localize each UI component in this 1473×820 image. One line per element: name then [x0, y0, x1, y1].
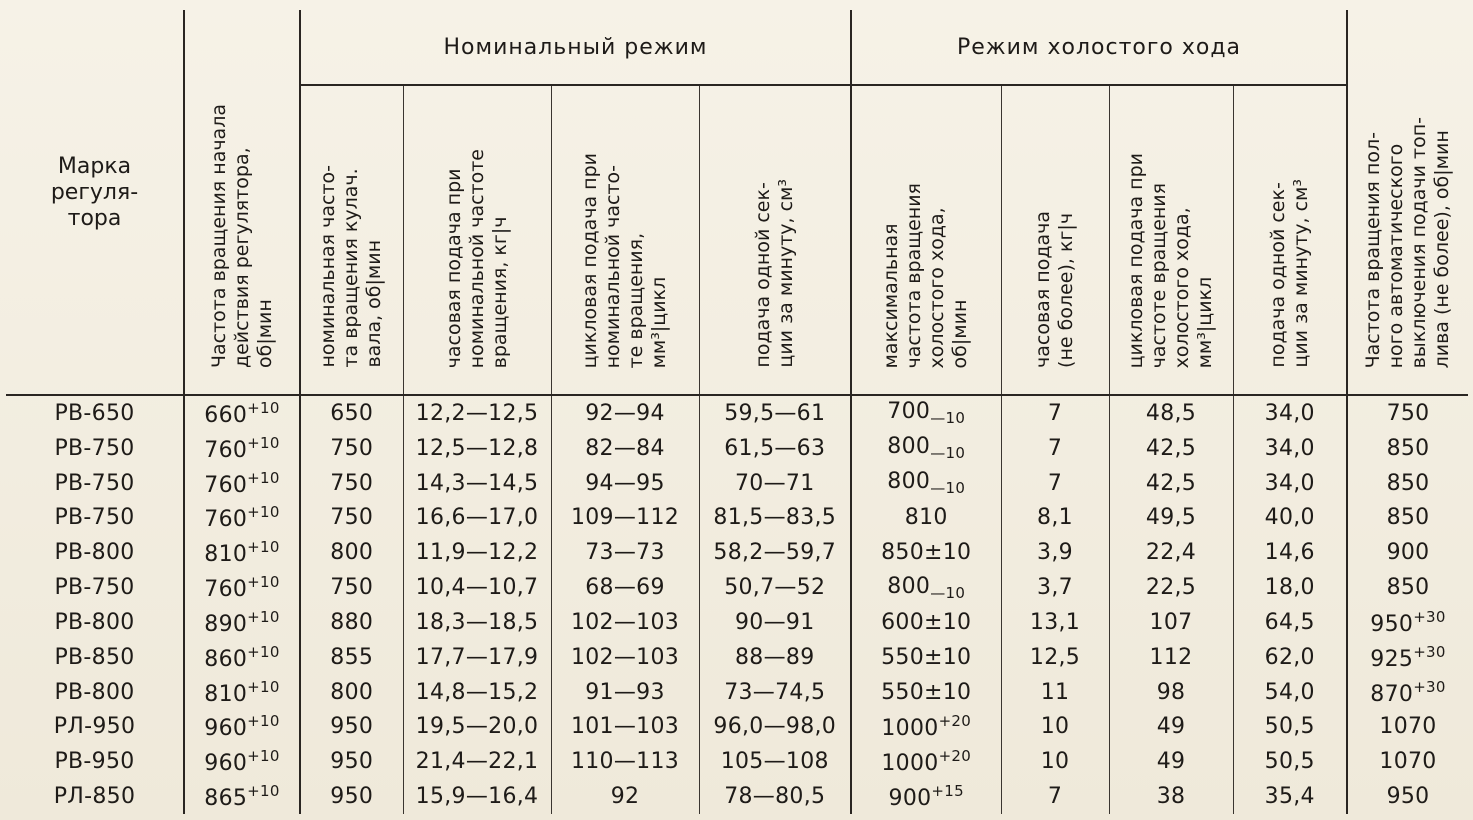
cutoff-speed-cell: 1070: [1347, 744, 1468, 779]
brand-cell: РВ-750: [54, 470, 135, 496]
brand-cell: РВ-800: [54, 609, 135, 635]
nominal-speed-cell: 750: [300, 431, 403, 466]
brand-cell: РЛ-950: [53, 714, 136, 740]
idle-hourly-cell: 7: [1001, 466, 1109, 501]
nominal-hourly-cell: 16,6—17,0: [403, 501, 551, 536]
idle-section-cell: 50,5: [1233, 710, 1347, 745]
table-row: [6, 779, 1468, 814]
table-body: [6, 395, 1468, 814]
cutoff-speed-cell: 950: [1347, 779, 1468, 814]
table-row: [6, 501, 1468, 536]
idle-max-speed-cell: $900^{+15}$: [851, 779, 1001, 814]
idle-cyclic-cell: 112: [1109, 640, 1233, 675]
cutoff-speed-cell: 850: [1347, 431, 1468, 466]
nominal-section-cell: 90—91: [699, 605, 851, 640]
idle-mode-header: Режим холостого хода: [851, 10, 1347, 85]
table-row: [6, 675, 1468, 710]
idle-hourly-cell: 13,1: [1001, 605, 1109, 640]
nominal-cyclic-cell: 73—73: [551, 535, 699, 570]
nominal-speed-cell: 855: [300, 640, 403, 675]
idle-cyclic-cell: 49,5: [1109, 501, 1233, 536]
nominal-cyclic-cell: 101—103: [551, 710, 699, 745]
idle-max-speed-header: максимальная частота вращения холостого хода, об|мин: [851, 85, 1001, 376]
idle-max-speed-cell: 850±10: [851, 535, 1001, 570]
nominal-section-cell: 59,5—61: [699, 395, 851, 431]
idle-cyclic-cell: 42,5: [1109, 431, 1233, 466]
idle-max-speed-cell: 550±10: [851, 640, 1001, 675]
table-row: [6, 466, 1468, 501]
idle-hourly-cell: 8,1: [1001, 501, 1109, 536]
idle-section-cell: 14,6: [1233, 535, 1347, 570]
cutoff-speed-cell: $950^{+30}$: [1347, 605, 1468, 640]
idle-hourly-cell: 3,7: [1001, 570, 1109, 605]
idle-hourly-cell: 10: [1001, 710, 1109, 745]
brand-cell: РВ-800: [54, 679, 135, 705]
idle-cyclic-cell: 22,4: [1109, 535, 1233, 570]
idle-max-speed-cell: $800_{—10}$: [851, 570, 1001, 605]
nominal-speed-cell: 750: [300, 501, 403, 536]
idle-cyclic-cell: 98: [1109, 675, 1233, 710]
cutoff-speed-cell: $870^{+30}$: [1347, 675, 1468, 710]
header-separator: [6, 376, 1468, 395]
nominal-hourly-cell: 17,7—17,9: [403, 640, 551, 675]
nominal-hourly-cell: 14,3—14,5: [403, 466, 551, 501]
nominal-section-cell: 88—89: [699, 640, 851, 675]
nominal-speed-cell: 950: [300, 744, 403, 779]
idle-cyclic-header: цикловая подача при частоте вращения холостого хода, мм³|цикл: [1109, 85, 1233, 376]
nominal-section-cell: 70—71: [699, 466, 851, 501]
idle-section-cell: 18,0: [1233, 570, 1347, 605]
nominal-section-header: подача одной сек- ции за минуту, см³: [699, 85, 851, 376]
cutoff-speed-cell: 1070: [1347, 710, 1468, 745]
start-speed-cell: $810^{+10}$: [184, 535, 300, 570]
nominal-speed-cell: 950: [300, 710, 403, 745]
cutoff-speed-cell: 750: [1347, 395, 1468, 431]
nominal-section-cell: 105—108: [699, 744, 851, 779]
table-row: [6, 535, 1468, 570]
nominal-hourly-cell: 15,9—16,4: [403, 779, 551, 814]
idle-max-speed-cell: $800_{—10}$: [851, 466, 1001, 501]
cutoff-speed-cell: 850: [1347, 501, 1468, 536]
idle-hourly-cell: 3,9: [1001, 535, 1109, 570]
nominal-speed-cell: 650: [300, 395, 403, 431]
nominal-hourly-cell: 14,8—15,2: [403, 675, 551, 710]
brand-cell: РВ-750: [54, 575, 135, 601]
idle-max-speed-cell: $1000^{+20}$: [851, 710, 1001, 745]
brand-cell: РВ-800: [54, 540, 135, 566]
nominal-speed-header: номинальная часто- та вращения кулач. вала, об|мин: [300, 85, 403, 376]
idle-section-cell: 34,0: [1233, 395, 1347, 431]
nominal-mode-header: Номинальный режим: [300, 10, 851, 85]
nominal-cyclic-cell: 91—93: [551, 675, 699, 710]
nominal-section-cell: 61,5—63: [699, 431, 851, 466]
brand-cell: РВ-750: [54, 435, 135, 461]
table-row: [6, 570, 1468, 605]
start-speed-cell: $760^{+10}$: [184, 570, 300, 605]
brand-cell: РВ-650: [54, 400, 135, 426]
nominal-cyclic-cell: 109—112: [551, 501, 699, 536]
start-speed-cell: $960^{+10}$: [184, 744, 300, 779]
idle-cyclic-cell: 42,5: [1109, 466, 1233, 501]
idle-max-speed-cell: 550±10: [851, 675, 1001, 710]
nominal-cyclic-cell: 92—94: [551, 395, 699, 431]
table-row: [6, 431, 1468, 466]
cutoff-speed-cell: 850: [1347, 466, 1468, 501]
idle-section-cell: 62,0: [1233, 640, 1347, 675]
nominal-section-cell: 73—74,5: [699, 675, 851, 710]
regulator-spec-table: [6, 10, 1468, 814]
idle-cyclic-cell: 22,5: [1109, 570, 1233, 605]
nominal-cyclic-cell: 92: [551, 779, 699, 814]
idle-max-speed-cell: 600±10: [851, 605, 1001, 640]
nominal-speed-cell: 800: [300, 535, 403, 570]
nominal-hourly-cell: 18,3—18,5: [403, 605, 551, 640]
idle-section-cell: 40,0: [1233, 501, 1347, 536]
nominal-speed-cell: 950: [300, 779, 403, 814]
nominal-section-cell: 78—80,5: [699, 779, 851, 814]
idle-section-cell: 34,0: [1233, 466, 1347, 501]
idle-section-cell: 54,0: [1233, 675, 1347, 710]
idle-max-speed-cell: $1000^{+20}$: [851, 744, 1001, 779]
nominal-section-cell: 96,0—98,0: [699, 710, 851, 745]
idle-hourly-cell: 7: [1001, 431, 1109, 466]
nominal-section-cell: 58,2—59,7: [699, 535, 851, 570]
idle-max-speed-cell: 810: [851, 501, 1001, 536]
nominal-hourly-header: часовая подача при номинальной частоте вращения, кг|ч: [403, 85, 551, 376]
start-speed-cell: $860^{+10}$: [184, 640, 300, 675]
brand-cell: РВ-750: [54, 505, 135, 531]
nominal-hourly-cell: 21,4—22,1: [403, 744, 551, 779]
cutoff-speed-cell: 850: [1347, 570, 1468, 605]
idle-cyclic-cell: 38: [1109, 779, 1233, 814]
header-row-groups: [6, 10, 1468, 85]
brand-header: Марка регуля- тора: [50, 154, 139, 231]
idle-hourly-cell: 12,5: [1001, 640, 1109, 675]
nominal-cyclic-cell: 102—103: [551, 605, 699, 640]
idle-section-cell: 64,5: [1233, 605, 1347, 640]
idle-cyclic-cell: 49: [1109, 744, 1233, 779]
start-speed-cell: $760^{+10}$: [184, 501, 300, 536]
idle-hourly-header: часовая подача (не более), кг|ч: [1001, 85, 1109, 376]
nominal-speed-cell: 750: [300, 466, 403, 501]
nominal-cyclic-cell: 68—69: [551, 570, 699, 605]
start-speed-cell: $810^{+10}$: [184, 675, 300, 710]
table-row: [6, 605, 1468, 640]
nominal-hourly-cell: 12,5—12,8: [403, 431, 551, 466]
nominal-hourly-cell: 19,5—20,0: [403, 710, 551, 745]
idle-hourly-cell: 7: [1001, 779, 1109, 814]
start-speed-header: Частота вращения начала действия регулятора, об|мин: [184, 10, 300, 376]
idle-cyclic-cell: 107: [1109, 605, 1233, 640]
idle-max-speed-cell: $700_{—10}$: [851, 395, 1001, 431]
idle-section-cell: 50,5: [1233, 744, 1347, 779]
idle-section-cell: 35,4: [1233, 779, 1347, 814]
nominal-cyclic-cell: 110—113: [551, 744, 699, 779]
nominal-speed-cell: 750: [300, 570, 403, 605]
nominal-cyclic-cell: 94—95: [551, 466, 699, 501]
idle-hourly-cell: 7: [1001, 395, 1109, 431]
nominal-cyclic-cell: 102—103: [551, 640, 699, 675]
start-speed-cell: $865^{+10}$: [184, 779, 300, 814]
start-speed-cell: $960^{+10}$: [184, 710, 300, 745]
nominal-speed-cell: 800: [300, 675, 403, 710]
start-speed-cell: $760^{+10}$: [184, 431, 300, 466]
table-row: [6, 640, 1468, 675]
cutoff-speed-header: Частота вращения пол- ного автоматического выключения подачи топ- лива (не более), об|мин: [1347, 10, 1468, 376]
nominal-cyclic-header: цикловая подача при номинальной часто- те вращения, мм³|цикл: [551, 85, 699, 376]
nominal-cyclic-cell: 82—84: [551, 431, 699, 466]
idle-max-speed-cell: $800_{—10}$: [851, 431, 1001, 466]
idle-hourly-cell: 10: [1001, 744, 1109, 779]
nominal-section-cell: 81,5—83,5: [699, 501, 851, 536]
nominal-hourly-cell: 11,9—12,2: [403, 535, 551, 570]
start-speed-cell: $660^{+10}$: [184, 395, 300, 431]
brand-cell: РВ-850: [54, 644, 135, 670]
nominal-hourly-cell: 12,2—12,5: [403, 395, 551, 431]
table-row: [6, 710, 1468, 745]
idle-cyclic-cell: 49: [1109, 710, 1233, 745]
table-row: [6, 395, 1468, 431]
brand-cell: РВ-950: [54, 749, 135, 775]
nominal-section-cell: 50,7—52: [699, 570, 851, 605]
cutoff-speed-cell: $925^{+30}$: [1347, 640, 1468, 675]
nominal-hourly-cell: 10,4—10,7: [403, 570, 551, 605]
table-row: [6, 744, 1468, 779]
idle-section-cell: 34,0: [1233, 431, 1347, 466]
brand-cell: РЛ-850: [53, 784, 136, 810]
start-speed-cell: $890^{+10}$: [184, 605, 300, 640]
nominal-speed-cell: 880: [300, 605, 403, 640]
idle-hourly-cell: 11: [1001, 675, 1109, 710]
cutoff-speed-cell: 900: [1347, 535, 1468, 570]
idle-cyclic-cell: 48,5: [1109, 395, 1233, 431]
idle-section-header: подача одной сек- ции за минуту, см³: [1233, 85, 1347, 376]
start-speed-cell: $760^{+10}$: [184, 466, 300, 501]
